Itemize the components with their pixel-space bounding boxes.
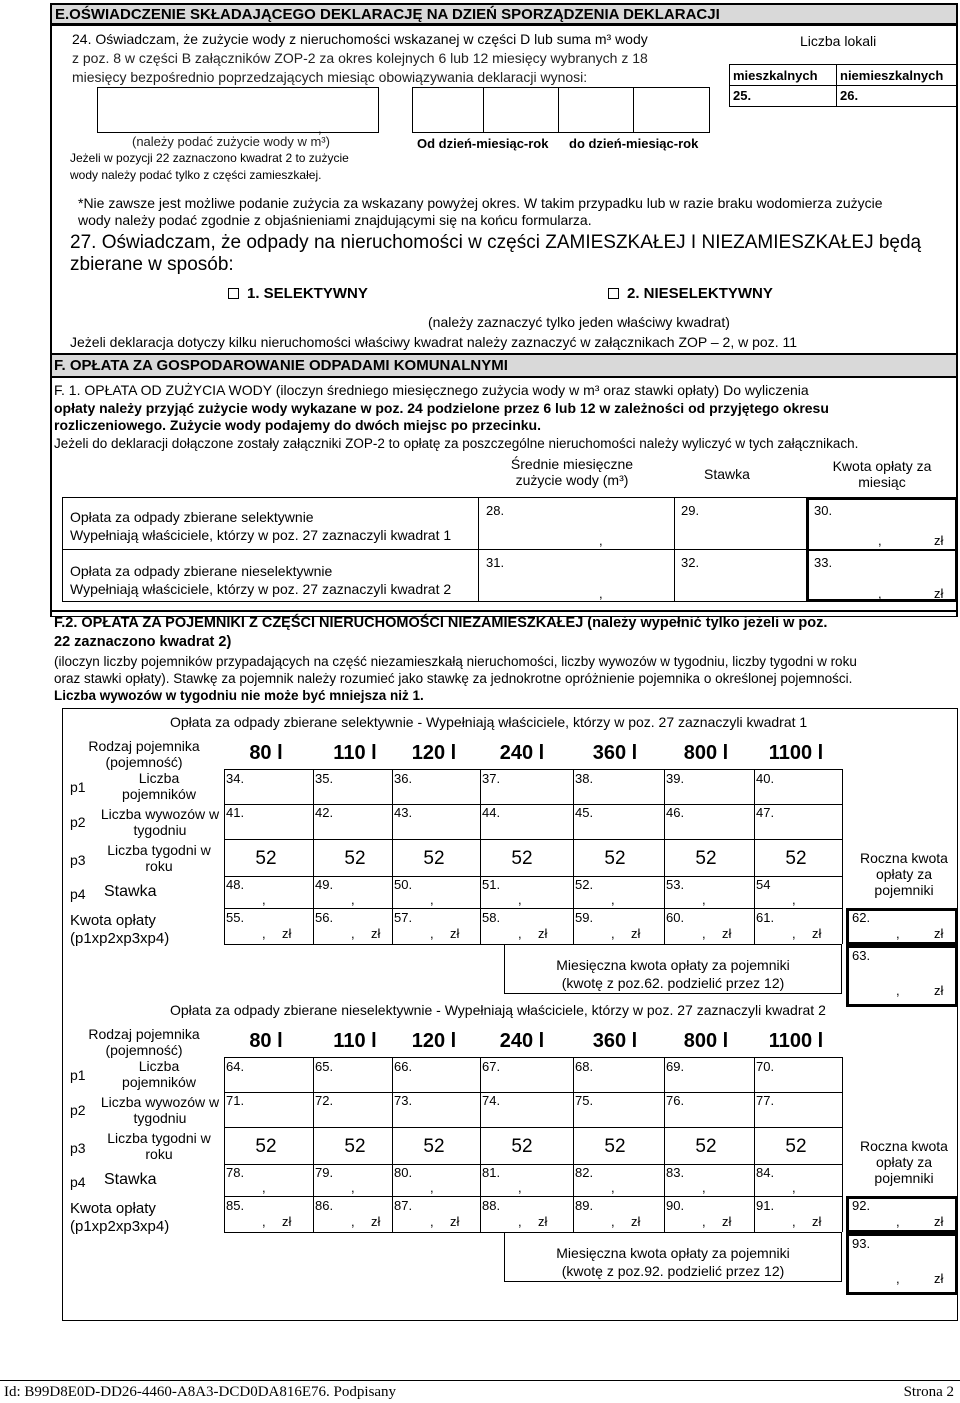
table-header: Opłata za odpady zbierane selektywnie - Wypełniają właściciele, którzy w poz. 27 zaznaczyli kwadrat 1	[170, 714, 808, 730]
footnote-line2: wody należy podać zgodnie z objaśnieniami znajdującymi się na końcu formularza.	[78, 212, 592, 228]
currency-33: zł	[934, 586, 944, 601]
col-usage-header: Średnie miesięczne zużycie wody (m³)	[510, 456, 634, 488]
capacity-4: 360 l	[592, 742, 638, 764]
currency-30: zł	[934, 533, 944, 548]
monthly-pos[interactable]: 93.	[852, 1236, 871, 1251]
f2-desc-line2: oraz stawki opłaty). Stawkę za pojemnik należy rozumieć jako stawkę za jednokrotne opróżnienie pojemnika o określonej pojemności.	[54, 671, 853, 686]
p2-cell[interactable]: 44.	[482, 805, 501, 820]
kwota-currency: zł	[722, 926, 732, 941]
p2-cell[interactable]: 45.	[575, 805, 594, 820]
monthly-comma: ,	[896, 1271, 900, 1286]
stawka-cell[interactable]: 83.	[666, 1165, 685, 1180]
f2-title-line2: 22 zaznaczono kwadrat 2)	[54, 634, 232, 650]
p2-cell[interactable]: 75.	[575, 1093, 594, 1108]
p2-cell[interactable]: 46.	[666, 805, 685, 820]
stawka-cell[interactable]: 48.	[226, 877, 245, 892]
kwota-cell[interactable]: 91.	[756, 1198, 775, 1213]
kwota-currency: zł	[722, 1214, 732, 1229]
kwota-comma: ,	[262, 926, 266, 941]
kwota-cell[interactable]: 85.	[226, 1198, 245, 1213]
kwota-comma: ,	[351, 926, 355, 941]
q27-line1: 27. Oświadczam, że odpady na nieruchomości w części ZAMIESZKAŁEJ I NIEZAMIESZKAŁEJ będą	[70, 232, 922, 253]
kwota-label: Kwota opłaty	[70, 1200, 156, 1217]
p2-cell[interactable]: 74.	[482, 1093, 501, 1108]
footer-id: Id: B99D8E0D-DD26-4460-A8A3-DCD0DA816E76. Podpisany	[4, 1384, 397, 1400]
multi-note: Jeżeli deklaracja dotyczy kilku nieruchomości właściwy kwadrat należy zaznaczyć w załącznikach ZOP – 2, w poz. 11	[70, 334, 798, 350]
kwota-cell[interactable]: 89.	[575, 1198, 594, 1213]
roczna-comma: ,	[896, 1214, 900, 1229]
stawka-comma: ,	[792, 1180, 796, 1195]
kwota-comma: ,	[430, 1214, 434, 1229]
row1-title: Opłata za odpady zbierane selektywnie	[70, 509, 314, 525]
stawka-label: Stawka	[104, 883, 157, 900]
stawka-comma: ,	[351, 892, 355, 907]
weeks-cell: 52	[785, 848, 807, 869]
stawka-comma: ,	[611, 1180, 615, 1195]
kwota-currency: zł	[812, 926, 822, 941]
weeks-cell: 52	[785, 1136, 807, 1157]
stawka-comma: ,	[611, 892, 615, 907]
p1-label: p1	[70, 1067, 86, 1083]
liczba-tygodni-label: Liczba tygodni w roku	[107, 1130, 211, 1162]
p2-cell[interactable]: 47.	[756, 805, 775, 820]
p2-cell[interactable]: 42.	[315, 805, 334, 820]
q24-line2: z poz. 8 w części B załączników ZOP-2 za okres kolejnych 6 lub 12 miesięcy wybranych z 18	[72, 50, 648, 66]
grid-line	[224, 1196, 842, 1197]
note-line2: wody należy podać tylko z części zamieszkałej.	[70, 168, 322, 182]
kwota-comma: ,	[611, 926, 615, 941]
roczna-comma: ,	[896, 926, 900, 941]
note-line1: Jeżeli w pozycji 22 zaznaczono kwadrat 2 to zużycie	[70, 151, 349, 165]
monthly-title: Miesięczna kwota opłaty za pojemniki	[556, 957, 790, 973]
monthly-sub: (kwotę z poz.92. podzielić przez 12)	[561, 1263, 785, 1279]
p1-cell[interactable]: 65.	[315, 1059, 334, 1074]
roczna-pos[interactable]: 62.	[852, 910, 871, 925]
p1-label: p1	[70, 779, 86, 795]
col-fee-header: Kwota opłaty za miesiąc	[832, 458, 932, 490]
weeks-cell: 52	[695, 848, 717, 869]
kwota-currency: zł	[282, 1214, 292, 1229]
kwota-currency: zł	[631, 926, 641, 941]
stawka-cell[interactable]: 49.	[315, 877, 334, 892]
section-e-title: E.OŚWIADCZENIE SKŁADAJĄCEGO DEKLARACJĘ NA DZIEŃ SPORZĄDZENIA DEKLARACJI	[55, 6, 720, 23]
p1-cell[interactable]: 40.	[756, 771, 775, 786]
stawka-comma: ,	[262, 1180, 266, 1195]
kwota-currency: zł	[631, 1214, 641, 1229]
p1-cell[interactable]: 36.	[394, 771, 413, 786]
lokale-mieszkalnych: mieszkalnych	[733, 68, 818, 83]
option-nieselektywny[interactable]: 2. NIESELEKTYWNY	[608, 285, 773, 302]
footnote-line1: *Nie zawsze jest możliwe podanie zużycia za wskazany powyżej okres. W takim przypadku lub w razie braku wodomierza zużycie	[78, 195, 883, 211]
kwota-cell[interactable]: 59.	[575, 910, 594, 925]
usage-comma: ,	[318, 121, 322, 136]
capacity-1: 110 l	[333, 742, 377, 764]
p2-cell[interactable]: 77.	[756, 1093, 775, 1108]
kwota-comma: ,	[518, 1214, 522, 1229]
roczna-label: Roczna kwota opłaty za pojemniki	[860, 850, 948, 898]
kwota-comma: ,	[611, 1214, 615, 1229]
p2-cell[interactable]: 72.	[315, 1093, 334, 1108]
capacity-6: 1100 l	[768, 742, 824, 764]
weeks-cell: 52	[695, 1136, 717, 1157]
grid-line	[842, 769, 843, 944]
period-from: Od dzień-miesiąc-rok	[417, 136, 549, 151]
liczba-pojemnikow-label: Liczba pojemników	[122, 1058, 196, 1090]
liczba-wywozow-label: Liczba wywozów w tygodniu	[100, 806, 220, 838]
capacity-1: 110 l	[333, 1030, 377, 1052]
footer-page: Strona 2	[903, 1384, 954, 1400]
stawka-cell[interactable]: 82.	[575, 1165, 594, 1180]
grid-line	[224, 839, 842, 840]
grid-line	[842, 1057, 843, 1232]
stawka-comma: ,	[792, 892, 796, 907]
p1-cell[interactable]: 37.	[482, 771, 501, 786]
option-selektywny[interactable]: 1. SELEKTYWNY	[228, 285, 368, 302]
rodzaj-label: Rodzaj pojemnika	[88, 1026, 200, 1042]
p2-cell[interactable]: 71.	[226, 1093, 245, 1108]
weeks-cell: 52	[423, 848, 445, 869]
period-to: do dzień-miesiąc-rok	[569, 136, 699, 151]
kwota-label: Kwota opłaty	[70, 912, 156, 929]
capacity-2: 120 l	[411, 742, 457, 764]
formula-label: (p1xp2xp3xp4)	[70, 1218, 170, 1235]
kwota-cell[interactable]: 55.	[226, 910, 245, 925]
p1-cell[interactable]: 64.	[226, 1059, 245, 1074]
f1-line4: Jeżeli do deklaracji dołączone zostały załączniki ZOP-2 to opłatę za poszczególne nieruchomości należy wyliczyć w tych załącznikach.	[54, 436, 859, 451]
kwota-cell[interactable]: 90.	[666, 1198, 685, 1213]
weeks-cell: 52	[604, 848, 626, 869]
stawka-comma: ,	[430, 892, 434, 907]
kwota-cell[interactable]: 61.	[756, 910, 775, 925]
kwota-comma: ,	[518, 926, 522, 941]
p2-cell[interactable]: 73.	[394, 1093, 413, 1108]
kwota-comma: ,	[792, 1214, 796, 1229]
roczna-label: Roczna kwota opłaty za pojemniki	[860, 1138, 948, 1186]
roczna-pos[interactable]: 92.	[852, 1198, 871, 1213]
weeks-cell: 52	[604, 1136, 626, 1157]
pos-33: 33.	[814, 555, 833, 570]
grid-line	[224, 1057, 842, 1058]
p4-label: p4	[70, 1174, 86, 1190]
stawka-label: Stawka	[104, 1171, 157, 1188]
pojemnosc-label: (pojemność)	[105, 1042, 183, 1058]
stawka-cell[interactable]: 78.	[226, 1165, 245, 1180]
kwota-currency: zł	[450, 926, 460, 941]
p1-cell[interactable]: 67.	[482, 1059, 501, 1074]
p1-cell[interactable]: 39.	[666, 771, 685, 786]
pos-30: 30.	[814, 503, 833, 518]
col-rate-header: Stawka	[704, 466, 750, 482]
stawka-comma: ,	[702, 892, 706, 907]
stawka-cell[interactable]: 54	[756, 877, 771, 892]
row2-sub: Wypełniają właściciele, którzy w poz. 27 zaznaczyli kwadrat 2	[70, 581, 452, 597]
kwota-currency: zł	[450, 1214, 460, 1229]
p1-cell[interactable]: 34.	[226, 771, 245, 786]
stawka-comma: ,	[518, 892, 522, 907]
kwota-comma: ,	[702, 1214, 706, 1229]
kwota-cell[interactable]: 58.	[482, 910, 501, 925]
p1-cell[interactable]: 70.	[756, 1059, 775, 1074]
grid-line	[224, 908, 842, 909]
pos-31: 31.	[486, 555, 505, 570]
kwota-cell[interactable]: 87.	[394, 1198, 413, 1213]
checkbox-nieselektywny-icon[interactable]	[608, 288, 619, 299]
grid-line	[224, 1127, 842, 1128]
pojemnosc-label: (pojemność)	[105, 754, 183, 770]
stawka-comma: ,	[430, 1180, 434, 1195]
p1-cell[interactable]: 35.	[315, 771, 334, 786]
kwota-comma: ,	[430, 926, 434, 941]
p3-label: p3	[70, 852, 86, 868]
usage-input[interactable]	[97, 87, 379, 133]
f1-line3: rozliczeniowego. Zużycie wody podajemy do dwóch miejsc po przecinku.	[54, 417, 541, 433]
f1-line2: opłaty należy przyjąć zużycie wody wykazane w poz. 24 podzielone przez 6 lub 12 w zależności od przyjętego okresu	[54, 400, 829, 416]
monthly-currency: zł	[934, 983, 944, 998]
capacity-3: 240 l	[499, 1030, 545, 1052]
grid-line	[224, 769, 842, 770]
kwota-comma: ,	[792, 926, 796, 941]
kwota-currency: zł	[282, 926, 292, 941]
roczna-currency: zł	[934, 926, 944, 941]
stawka-cell[interactable]: 80.	[394, 1165, 413, 1180]
p2-cell[interactable]: 41.	[226, 805, 245, 820]
p2-cell[interactable]: 43.	[394, 805, 413, 820]
q24-line1: 24. Oświadczam, że zużycie wody z nieruchomości wskazanej w części D lub suma m³ wody	[72, 31, 648, 47]
lokale-title: Liczba lokali	[800, 33, 877, 49]
p2-cell[interactable]: 76.	[666, 1093, 685, 1108]
roczna-currency: zł	[934, 1214, 944, 1229]
q27-line2: zbierane w sposób:	[70, 254, 234, 275]
weeks-cell: 52	[511, 1136, 533, 1157]
f2-desc-line3: Liczba wywozów w tygodniu nie może być mniejsza niż 1.	[54, 688, 424, 703]
rodzaj-label: Rodzaj pojemnika	[88, 738, 200, 754]
stawka-cell[interactable]: 81.	[482, 1165, 501, 1180]
monthly-comma: ,	[896, 983, 900, 998]
row1-sub: Wypełniają właściciele, którzy w poz. 27 zaznaczyli kwadrat 1	[70, 527, 452, 543]
f2-desc-line1: (iloczyn liczby pojemników przypadających na część niezamieszkałą nieruchomości, liczby wywozów w tygodniu, liczby tygodni w roku	[54, 654, 857, 669]
weeks-cell: 52	[255, 848, 277, 869]
kwota-cell[interactable]: 60.	[666, 910, 685, 925]
stawka-cell[interactable]: 79.	[315, 1165, 334, 1180]
stawka-comma: ,	[351, 1180, 355, 1195]
stawka-cell[interactable]: 50.	[394, 877, 413, 892]
f2-title-line1: F.2. OPŁATA ZA POJEMNIKI Z CZĘŚCI NIERUCHOMOŚCI NIEZAMIESZKAŁEJ (należy wypełnić tylko jeżeli w poz.	[54, 615, 828, 631]
weeks-cell: 52	[423, 1136, 445, 1157]
kwota-comma: ,	[262, 1214, 266, 1229]
kwota-comma: ,	[702, 926, 706, 941]
p1-cell[interactable]: 38.	[575, 771, 594, 786]
q24-line3: miesięcy bezpośrednio poprzedzających miesiąc obowiązywania deklaracji wynosi:	[72, 69, 588, 85]
monthly-currency: zł	[934, 1271, 944, 1286]
p1-cell[interactable]: 68.	[575, 1059, 594, 1074]
pos-28: 28.	[486, 503, 505, 518]
kwota-cell[interactable]: 86.	[315, 1198, 334, 1213]
p2-label: p2	[70, 814, 86, 830]
checkbox-selektywny-icon[interactable]	[228, 288, 239, 299]
capacity-4: 360 l	[592, 1030, 638, 1052]
p2-label: p2	[70, 1102, 86, 1118]
f1-line1: F. 1. OPŁATA OD ZUŻYCIA WODY (iloczyn średniego miesięcznego zużycia wody w m³ oraz stawki opłaty) Do wyliczenia	[54, 382, 809, 398]
capacity-3: 240 l	[499, 742, 545, 764]
p3-label: p3	[70, 1140, 86, 1156]
usage-hint: (należy podać zużycie wody w m³)	[132, 134, 330, 149]
pos-25: 25.	[733, 88, 752, 103]
pos-26: 26.	[840, 88, 859, 103]
kwota-comma: ,	[351, 1214, 355, 1229]
capacity-2: 120 l	[411, 1030, 457, 1052]
stawka-cell[interactable]: 52.	[575, 877, 594, 892]
formula-label: (p1xp2xp3xp4)	[70, 930, 170, 947]
p1-cell[interactable]: 66.	[394, 1059, 413, 1074]
capacity-6: 1100 l	[768, 1030, 824, 1052]
weeks-cell: 52	[344, 848, 366, 869]
p4-label: p4	[70, 886, 86, 902]
stawka-cell[interactable]: 84.	[756, 1165, 775, 1180]
kwota-cell[interactable]: 88.	[482, 1198, 501, 1213]
stawka-comma: ,	[702, 1180, 706, 1195]
monthly-pos[interactable]: 63.	[852, 948, 871, 963]
lokale-niemieszkalnych: niemieszkalnych	[840, 68, 944, 83]
capacity-0: 80 l	[249, 742, 283, 764]
weeks-cell: 52	[255, 1136, 277, 1157]
section-f-title: F. OPŁATA ZA GOSPODAROWANIE ODPADAMI KOMUNALNYMI	[54, 357, 508, 374]
pos-32: 32.	[681, 555, 700, 570]
kwota-currency: zł	[371, 926, 381, 941]
liczba-wywozow-label: Liczba wywozów w tygodniu	[100, 1094, 220, 1126]
monthly-title: Miesięczna kwota opłaty za pojemniki	[556, 1245, 790, 1261]
table-header: Opłata za odpady zbierane nieselektywnie - Wypełniają właściciele, którzy w poz. 27 zaznaczyli kwadrat 2	[170, 1002, 826, 1018]
liczba-tygodni-label: Liczba tygodni w roku	[107, 842, 211, 874]
monthly-sub: (kwotę z poz.62. podzielić przez 12)	[561, 975, 785, 991]
period-input[interactable]	[412, 87, 710, 133]
kwota-currency: zł	[371, 1214, 381, 1229]
liczba-pojemnikow-label: Liczba pojemników	[122, 770, 196, 802]
kwota-cell[interactable]: 57.	[394, 910, 413, 925]
kwota-currency: zł	[538, 926, 548, 941]
kwota-cell[interactable]: 56.	[315, 910, 334, 925]
only-one-hint: (należy zaznaczyć tylko jeden właściwy kwadrat)	[428, 314, 730, 330]
capacity-0: 80 l	[249, 1030, 283, 1052]
pos-29: 29.	[681, 503, 700, 518]
stawka-comma: ,	[518, 1180, 522, 1195]
row2-title: Opłata za odpady zbierane nieselektywnie	[70, 563, 333, 579]
stawka-comma: ,	[262, 892, 266, 907]
weeks-cell: 52	[344, 1136, 366, 1157]
p1-cell[interactable]: 69.	[666, 1059, 685, 1074]
stawka-cell[interactable]: 51.	[482, 877, 501, 892]
weeks-cell: 52	[511, 848, 533, 869]
capacity-5: 800 l	[683, 742, 729, 764]
stawka-cell[interactable]: 53.	[666, 877, 685, 892]
capacity-5: 800 l	[683, 1030, 729, 1052]
kwota-currency: zł	[812, 1214, 822, 1229]
kwota-currency: zł	[538, 1214, 548, 1229]
